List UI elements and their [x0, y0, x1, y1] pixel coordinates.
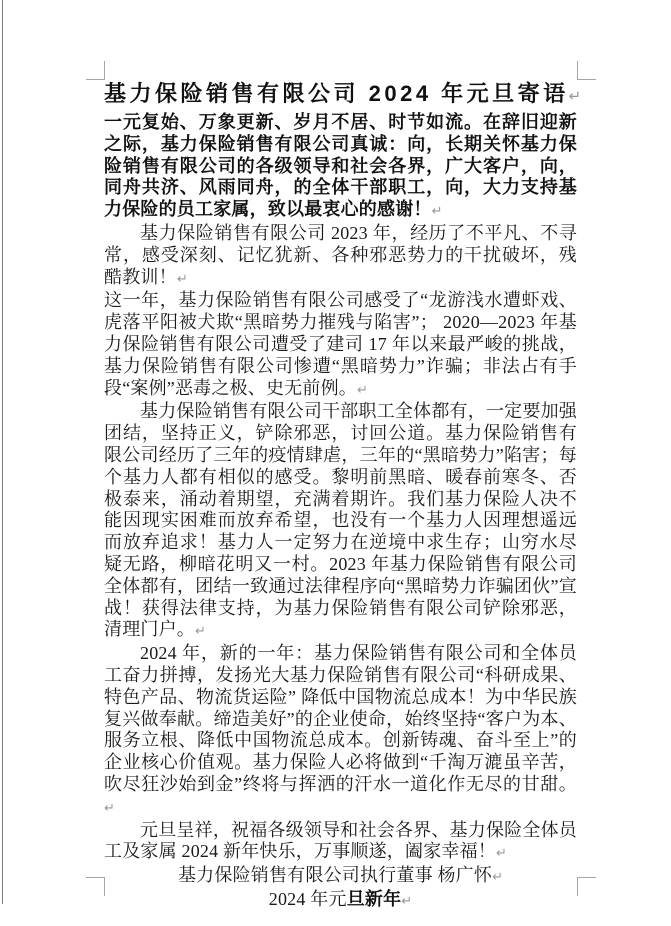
- document-title: [104, 78, 582, 112]
- paragraph-text: 元旦呈祥，祝福各级领导和社会各界、基力保险全体员工及家属 2024 新年快乐，万事顺遂，阖家幸福！: [104, 819, 577, 862]
- paragraph-unity-call: [104, 401, 577, 643]
- signature-line: [104, 865, 577, 889]
- pilcrow-mark: ↵: [104, 800, 115, 816]
- text-boundary-mark-top-left: [86, 61, 105, 80]
- paragraph-text: 基力保险销售有限公司 2023 年，经历了不平凡、不寻常，感受深刻、记忆犹新、各种邪恶势力的干扰破坏，残酷教训！: [104, 222, 577, 287]
- pilcrow-mark: ↵: [176, 271, 188, 287]
- text-boundary-mark-bottom-left: [86, 877, 105, 896]
- document-title-text: 基力保险销售有限公司 2024 年元旦寄语: [104, 81, 569, 106]
- paragraph-text: 这一年，基力保险销售有限公司感受了“龙游浅水遭虾戏、虎落平阳被犬欺“黑暗势力摧残与陷害”； 2020—2023 年基力保险销售有限公司遭受了建司 17 年以来最严峻的挑战，基力保险销售有限公司惨遭“黑暗势力”诈骗；非法占有手段“案例”恶毒之极、史无前例。: [104, 290, 577, 398]
- date-line-regular: 2024 年元: [268, 888, 347, 909]
- pilcrow-mark: ↵: [568, 87, 582, 105]
- paragraph-new-year-wishes: [104, 820, 577, 866]
- pilcrow-mark: ↵: [492, 870, 503, 886]
- pilcrow-mark: ↵: [195, 624, 206, 640]
- date-line-bold: 旦新年: [346, 888, 402, 909]
- pilcrow-mark: ↵: [356, 382, 368, 398]
- signature-text: 基力保险销售有限公司执行董事 杨广怀: [177, 865, 493, 886]
- pilcrow-mark: ↵: [496, 846, 507, 862]
- date-line: [104, 889, 577, 913]
- paragraph-2023-review: [104, 223, 577, 290]
- paragraph-text: 一元复始、万象更新、岁月不居、时节如流。在辞旧迎新之际，基力保险销售有限公司真诚：向，长期关怀基力保险销售有限公司的各级领导和社会各界，广大客户，向，同舟共济、风雨同舟，的全体干部职工，向，大力支持基力保险的员工家属，致以最衷心的感谢！: [104, 112, 577, 220]
- page-left-edge: [2, 0, 3, 904]
- pilcrow-mark: ↵: [401, 893, 413, 909]
- paragraph-2023-hardship: [104, 290, 577, 401]
- text-boundary-mark-top-right: [577, 61, 596, 80]
- paragraph-2024-outlook: [104, 643, 577, 819]
- pilcrow-mark: ↵: [431, 204, 443, 220]
- paragraph-text: 2024 年，新的一年：基力保险销售有限公司和全体员工奋力拼搏，发扬光大基力保险销售有限公司“科研成果、特色产品、物流货运险” 降低中国物流总成本！为中华民族复兴做奉献。缔造美好”的企业使命，始终坚持“客户为本、服务立根、降低中国物流总成本。创新铸魂、奋斗至上”的企业核心价值观。基力保险人必将做到“千淘万漉虽辛苦，吹尽狂沙始到金”终将与挥洒的汗水一道化作无尽的甘甜。: [104, 643, 577, 794]
- text-boundary-mark-bottom-right: [577, 877, 596, 896]
- paragraph-opening-greeting: [104, 112, 577, 223]
- document-body[interactable]: [104, 78, 582, 913]
- paragraph-text: 基力保险销售有限公司干部职工全体都有，一定要加强团结，坚持正义，铲除邪恶，讨回公道。基力保险销售有限公司经历了三年的疫情肆虐，三年的“黑暗势力”陷害；每个基力人都有相似的感受。黎明前黑暗、暖春前寒冬、否极泰来，涌动着期望，充满着期许。我们基力保险人决不能因现实困难而放弃希望，也没有一个基力人因理想遥远而放弃追求！基力人一定努力在逆境中求生存；山穷水尽疑无路，柳暗花明又一村。2023 年基力保险销售有限公司全体都有，团结一致通过法律程序向“黑暗势力诈骗团伙”宣战！获得法律支持，为基力保险销售有限公司铲除邪恶，清理门户。: [104, 401, 577, 640]
